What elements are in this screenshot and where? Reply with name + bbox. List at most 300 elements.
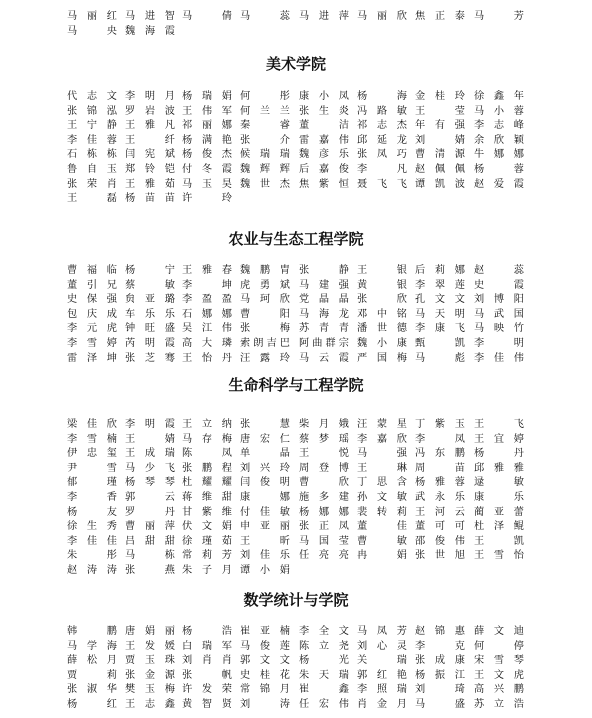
student-name: 常莉芳	[182, 550, 232, 562]
student-name: 丁思含	[357, 477, 407, 489]
student-name: 郑铃铠	[125, 163, 175, 175]
student-name: 聂飞飞	[357, 178, 407, 190]
student-name: 王立纳	[182, 419, 232, 430]
student-name: 李雪楠	[67, 433, 117, 445]
student-name: 史 霞	[474, 279, 524, 291]
student-name: 秦 睿	[240, 120, 290, 132]
student-name: 李元虎	[67, 323, 117, 335]
student-name: 刘心灵	[357, 640, 407, 652]
student-name: 杨娜娜	[299, 506, 349, 518]
student-name: 魏辉辉	[240, 163, 290, 175]
student-name: 康 娜	[240, 491, 290, 503]
student-name: 黄智贤	[182, 698, 232, 710]
name-row	[0, 293, 592, 308]
student-name: 尹 雪	[67, 462, 117, 474]
student-name: 马珂欣	[240, 294, 290, 306]
student-name: 马 强	[357, 448, 407, 460]
name-row	[0, 447, 592, 462]
student-name: 王 昕	[240, 535, 290, 547]
student-name: 李明霞	[125, 419, 175, 430]
name-row	[0, 549, 592, 564]
student-name: 许 玲	[182, 193, 232, 205]
student-name: 丁紫玉	[415, 419, 465, 430]
student-name: 焦正泰	[415, 11, 465, 22]
student-name: 牛娜娜	[474, 149, 524, 161]
student-name: 候瑞瑞	[240, 149, 290, 161]
student-name: 马俊莲	[240, 640, 290, 652]
student-name: 邓中铭	[357, 308, 407, 320]
student-name: 王雅茹	[125, 178, 175, 190]
student-name: 鲁自玉	[67, 163, 117, 175]
student-name: 余欣颖	[474, 134, 524, 146]
student-name: 苏青青	[299, 323, 349, 335]
student-name: 张淑华	[67, 684, 117, 696]
student-name: 谭凯波	[415, 178, 465, 190]
student-name: 马武国	[474, 308, 524, 320]
student-name: 贠亚璐	[125, 294, 175, 306]
student-name: 刘 琦	[415, 684, 465, 696]
student-name: 钟旺盛	[125, 323, 175, 335]
student-name: 马 央	[67, 25, 117, 37]
student-name: 索朗吉巴	[240, 337, 290, 349]
student-name: 李佳伟	[474, 352, 524, 364]
student-name: 王 磊	[67, 193, 117, 205]
student-name: 阿曲群宗	[299, 337, 349, 349]
student-name: 何 停	[474, 640, 524, 652]
student-name: 王怡丹	[182, 352, 232, 364]
student-name: 马云霞	[299, 352, 349, 364]
name-row	[0, 10, 592, 25]
student-name: 郭红艳	[357, 669, 407, 681]
student-name: 吕甜甜	[125, 535, 175, 547]
student-name: 张锦泓	[67, 105, 117, 117]
student-name: 罗岩波	[125, 105, 175, 117]
student-name: 李 香	[67, 491, 117, 503]
student-name: 蔺亚蕾	[474, 506, 524, 518]
student-name: 崔亚楠	[240, 626, 290, 637]
section-heading-agriculture-ecology: 农业与生态工程学院	[228, 230, 364, 248]
student-name: 唐宏仁	[240, 433, 290, 445]
student-name: 李志峰	[474, 120, 524, 132]
student-name: 张成康	[415, 655, 465, 667]
student-name: 邱雅雅	[474, 462, 524, 474]
student-name: 郭 云	[125, 491, 175, 503]
student-name: 康 乐	[474, 491, 524, 503]
student-name: 申亚丽	[240, 521, 290, 533]
student-name: 马 彪	[415, 352, 465, 364]
student-name: 唐娟丽	[125, 626, 175, 637]
name-row	[0, 337, 592, 352]
student-name: 魏彦乐	[299, 149, 349, 161]
student-name: 杜耀耀	[182, 477, 232, 489]
name-row	[0, 698, 592, 713]
student-name: 郁 瑾	[67, 477, 117, 489]
student-name: 杨 海	[357, 91, 407, 102]
student-name: 马 芳	[474, 11, 524, 22]
student-name: 李 明	[474, 337, 524, 349]
student-name: 石栋栋	[67, 149, 117, 161]
student-name: 赵 蕊	[474, 265, 524, 276]
student-name: 杨 光	[299, 655, 349, 667]
student-name: 张芝骞	[125, 352, 175, 364]
student-name: 马进萍	[299, 11, 349, 22]
student-name: 逯 敏	[474, 477, 524, 489]
student-name: 潘世德	[357, 323, 407, 335]
student-name: 金桂玲	[415, 91, 465, 102]
name-row	[0, 654, 592, 669]
student-name: 王雅凡	[125, 120, 175, 132]
student-name: 董引兄	[67, 279, 117, 291]
student-name: 贾玉珠	[125, 655, 175, 667]
student-name: 许发荣	[182, 684, 232, 696]
student-name: 张世旭	[415, 550, 465, 562]
student-name: 单 晶	[240, 448, 290, 460]
student-name: 何 彤	[240, 91, 290, 102]
student-name: 李明月	[125, 91, 175, 102]
student-name: 施多建	[299, 491, 349, 503]
student-name: 汪蒙星	[357, 419, 407, 430]
student-name: 马建强	[299, 279, 349, 291]
student-name: 吴江伟	[182, 323, 232, 335]
student-name: 闫俊明	[240, 477, 290, 489]
student-name: 付佳敏	[240, 506, 290, 518]
student-name: 杨 宁	[125, 265, 175, 276]
student-name: 张 介	[240, 134, 290, 146]
student-name: 后莉娜	[415, 265, 465, 276]
student-name: 李佳佳	[67, 535, 117, 547]
student-name: 薛松月	[67, 655, 117, 667]
student-name: 曹 敏	[357, 535, 407, 547]
section-heading-life-sciences: 生命科学与工程学院	[228, 376, 364, 394]
student-name: 魏海霞	[125, 25, 175, 37]
student-name: 马丽欣	[357, 11, 407, 22]
student-name: 后嘉俊	[299, 163, 349, 175]
student-name: 马凤芳	[357, 626, 407, 637]
student-name: 周登博	[299, 462, 349, 474]
student-name: 王 琳	[357, 462, 407, 474]
student-name: 郭文文	[240, 655, 290, 667]
student-name: 王 莹	[415, 105, 465, 117]
student-name: 张 静	[299, 265, 349, 276]
student-name: 马映竹	[474, 323, 524, 335]
student-name: 马小蓉	[474, 105, 524, 117]
student-name: 柴月娥	[299, 419, 349, 430]
student-name: 邱延龙	[357, 134, 407, 146]
student-name: 刘肖肖	[182, 655, 232, 667]
student-name: 陈立尧	[299, 640, 349, 652]
name-row	[0, 535, 592, 550]
student-name: 杨雅蓉	[415, 477, 465, 489]
student-name: 蔡梦瑶	[299, 433, 349, 445]
student-name: 李盈盈	[182, 294, 232, 306]
student-name: 梁佳欣	[67, 419, 117, 430]
student-name: 马海龙	[299, 308, 349, 320]
student-name: 焦紫恒	[299, 178, 349, 190]
student-name: 韩 鹏	[67, 626, 117, 637]
student-name: 伏文娟	[182, 521, 232, 533]
student-name: 贾 莉	[67, 669, 117, 681]
name-row	[0, 308, 592, 323]
name-row	[0, 119, 592, 134]
student-name: 任宏伟	[299, 698, 349, 710]
student-name: 曹清源	[415, 149, 465, 161]
student-name: 雷泽坤	[67, 352, 117, 364]
name-row	[0, 178, 592, 193]
student-name: 王宁静	[67, 120, 117, 132]
student-name: 杨 浩	[182, 626, 232, 637]
name-row	[0, 148, 592, 163]
student-name: 虎勇斌	[240, 279, 290, 291]
name-row	[0, 25, 592, 40]
student-name: 刘 涛	[240, 698, 290, 710]
student-name: 张金源	[125, 669, 175, 681]
student-name: 关 瑞	[357, 655, 407, 667]
student-name: 张正凤	[299, 521, 349, 533]
name-row	[0, 322, 592, 337]
student-name: 赵涛涛	[67, 564, 117, 576]
student-name: 李全文	[299, 626, 349, 637]
name-row	[0, 683, 592, 698]
student-name: 肖金月	[357, 698, 407, 710]
student-name: 雷嘉伟	[299, 134, 349, 146]
student-name: 年有强	[415, 120, 465, 132]
student-name: 王志鑫	[125, 698, 175, 710]
student-name: 赵锦惠	[415, 626, 465, 637]
name-row	[0, 352, 592, 367]
student-name: 朱天瑞	[299, 669, 349, 681]
student-name: 赵佩佩	[415, 163, 465, 175]
student-name: 李康飞	[415, 323, 465, 335]
name-row	[0, 418, 592, 433]
student-name: 周 苗	[415, 462, 465, 474]
student-name: 王文虎	[474, 669, 524, 681]
student-name: 冯路敏	[357, 105, 407, 117]
student-name: 邵俊伟	[415, 535, 465, 547]
student-name: 王雪怡	[474, 550, 524, 562]
student-name: 曹 欣	[299, 477, 349, 489]
student-name: 王发媛	[125, 640, 175, 652]
student-name: 徐鑫年	[474, 91, 524, 102]
student-name: 孔文文	[415, 294, 465, 306]
student-name: 李嘉欣	[357, 433, 407, 445]
student-name: 李雪婷	[67, 337, 117, 349]
student-name: 宋雪琴	[474, 655, 524, 667]
name-row	[0, 625, 592, 640]
student-name: 闫宪斌	[125, 149, 175, 161]
student-name: 杨振江	[415, 669, 465, 681]
name-row	[0, 192, 592, 207]
student-name: 刘博阳	[474, 294, 524, 306]
student-name: 张 帆	[182, 669, 232, 681]
student-name: 杨瑞娟	[182, 91, 232, 102]
student-name: 甘紫维	[182, 506, 232, 518]
student-name: 王 悦	[299, 448, 349, 460]
name-row	[0, 134, 592, 149]
student-name: 常锦月	[240, 684, 290, 696]
name-row	[0, 506, 592, 521]
student-name: 史保强	[67, 294, 117, 306]
section-heading-fine-arts: 美术学院	[265, 55, 326, 73]
student-name: 张 慧	[240, 419, 290, 430]
student-name: 苏立浩	[474, 698, 524, 710]
student-name: 赵爱霞	[474, 178, 524, 190]
student-name: 冉 娟	[357, 550, 407, 562]
student-name: 朱子月	[182, 564, 232, 576]
student-name: 朱 彤	[67, 550, 117, 562]
section-heading-mathematics-statistics: 数学统计与学院	[243, 591, 349, 609]
student-name: 王 飞	[474, 419, 524, 430]
student-name: 马少飞	[125, 462, 175, 474]
student-name: 王河云	[415, 506, 465, 518]
student-name: 张鹏程	[182, 462, 232, 474]
student-name: 魏小康	[357, 337, 407, 349]
student-name: 王 婧	[125, 433, 175, 445]
section-names-agriculture-ecology	[0, 264, 592, 366]
name-row	[0, 163, 592, 178]
student-name: 孙文敏	[357, 491, 407, 503]
section-names-fine-arts	[0, 90, 592, 207]
name-row	[0, 90, 592, 105]
student-name: 王成瑞	[125, 448, 175, 460]
student-name: 谭小娟	[240, 564, 290, 576]
student-name: 石娜娜	[182, 308, 232, 320]
name-row	[0, 462, 592, 477]
student-name: 芮明霞	[125, 337, 175, 349]
student-name: 祁志杰	[357, 120, 407, 132]
student-name: 白瑞军	[182, 640, 232, 652]
name-row	[0, 520, 592, 535]
student-name: 李翠莲	[415, 279, 465, 291]
student-name: 刘佳乐	[240, 550, 290, 562]
student-name: 董 洁	[299, 120, 349, 132]
student-name: 董 佳	[357, 521, 407, 533]
student-name: 蒋维甜	[182, 491, 232, 503]
student-name: 马天明	[415, 308, 465, 320]
section-names-mathematics-statistics	[0, 625, 592, 713]
student-name: 康小凤	[299, 91, 349, 102]
student-name: 魏世杰	[240, 178, 290, 190]
student-name: 陈 凤	[182, 448, 232, 460]
student-name: 李照瑞	[357, 684, 407, 696]
student-name: 崔 鑫	[299, 684, 349, 696]
student-name: 李 凡	[357, 163, 407, 175]
top-name-list	[0, 10, 592, 39]
student-name: 黄 银	[357, 279, 407, 291]
student-name: 杨俊杰	[182, 149, 232, 161]
student-name: 董可可	[415, 521, 465, 533]
student-name: 杨满艳	[182, 134, 232, 146]
student-name: 高大璘	[182, 337, 232, 349]
student-name: 冯东鹏	[415, 448, 465, 460]
student-name: 王 银	[357, 265, 407, 276]
name-row	[0, 433, 592, 448]
student-name: 王宜婷	[474, 433, 524, 445]
student-name: 曹福临	[67, 265, 117, 276]
name-row	[0, 640, 592, 655]
student-name: 汪露玲	[240, 352, 290, 364]
student-name: 代志文	[67, 91, 117, 102]
student-name: 马国莹	[299, 535, 349, 547]
student-name: 徐生秀	[67, 521, 117, 533]
student-name: 罗 丹	[125, 506, 175, 518]
student-name: 魏鹏胄	[240, 265, 290, 276]
student-name: 甄 凯	[415, 337, 465, 349]
student-name: 党晶晶	[299, 294, 349, 306]
student-name: 张 梅	[240, 323, 290, 335]
student-name: 马 栋	[125, 550, 175, 562]
student-name: 薛文迪	[474, 626, 524, 637]
student-name: 马进智	[125, 11, 175, 22]
student-name: 李 坤	[182, 279, 232, 291]
student-name: 王伟军	[182, 105, 232, 117]
name-row	[0, 564, 592, 579]
student-name: 杨 丹	[474, 448, 524, 460]
student-name: 马 盛	[415, 698, 465, 710]
name-row	[0, 669, 592, 684]
name-row	[0, 105, 592, 120]
student-name: 伊忠玺	[67, 448, 117, 460]
student-name: 徐瑾茹	[182, 535, 232, 547]
student-name: 严国梅	[357, 352, 407, 364]
name-row	[0, 279, 592, 294]
student-name: 杨 友	[67, 506, 117, 518]
student-name: 曹丽萍	[125, 521, 175, 533]
student-name: 刘兴玲	[240, 462, 290, 474]
student-name: 李佳蓉	[67, 134, 117, 146]
student-name: 李 凤	[415, 433, 465, 445]
student-name: 张 燕	[125, 564, 175, 576]
student-name: 马丽红	[67, 11, 117, 22]
student-name: 任亮亮	[299, 550, 349, 562]
student-name: 杨 红	[67, 698, 117, 710]
student-name: 车乐乐	[125, 308, 175, 320]
name-row	[0, 491, 592, 506]
student-name: 张生炎	[299, 105, 349, 117]
student-name: 杨 蓉	[474, 163, 524, 175]
section-names-life-sciences	[0, 418, 592, 579]
student-name: 马存梅	[182, 433, 232, 445]
name-row	[0, 264, 592, 279]
student-name: 史桂花	[240, 669, 290, 681]
student-name: 武永乐	[415, 491, 465, 503]
student-name: 杜泽鲲	[474, 521, 524, 533]
student-name: 王雅春	[182, 265, 232, 276]
student-name: 马 蕊	[240, 11, 290, 22]
student-name: 高兴鹏	[474, 684, 524, 696]
student-name: 樊玉梅	[125, 684, 175, 696]
student-name: 何兰兰	[240, 105, 290, 117]
student-name: 祁丽娜	[182, 120, 232, 132]
student-name: 曹 阳	[240, 308, 290, 320]
student-name: 李 克	[415, 640, 465, 652]
student-name: 刘 婧	[415, 134, 465, 146]
student-name: 张荣肖	[67, 178, 117, 190]
student-name: 马学海	[67, 640, 117, 652]
student-name: 王 凯	[474, 535, 524, 547]
student-name: 王 纤	[125, 134, 175, 146]
student-name: 包庆成	[67, 308, 117, 320]
student-name: 杨苗苗	[125, 193, 175, 205]
student-name: 裴转莉	[357, 506, 407, 518]
student-name: 马玉昊	[182, 178, 232, 190]
name-row	[0, 476, 592, 491]
student-name: 杨琴琴	[125, 477, 175, 489]
student-name: 张 欣	[357, 294, 407, 306]
student-name: 张凤巧	[357, 149, 407, 161]
student-name: 付冬霞	[182, 163, 232, 175]
student-name: 马 倩	[182, 11, 232, 22]
student-name: 蔡 敏	[125, 279, 175, 291]
